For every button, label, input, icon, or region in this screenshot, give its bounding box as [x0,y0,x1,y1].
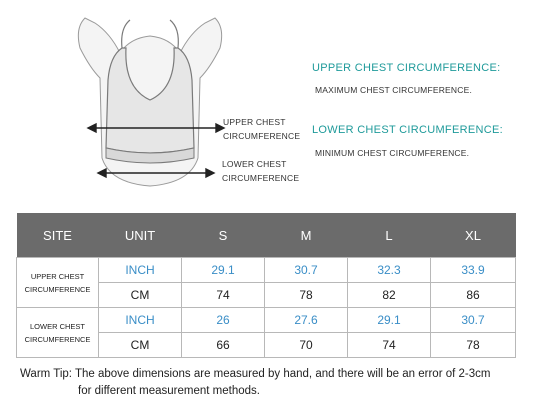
lower-chest-label: LOWER CHEST CIRCUMFERENCE [222,159,300,183]
value-cell: 26 [182,308,265,333]
upper-chest-definition-title: UPPER CHEST CIRCUMFERENCE: [312,62,501,74]
value-cell: 27.6 [265,308,348,333]
value-cell: 29.1 [182,258,265,283]
value-cell: 30.7 [431,308,516,333]
header-unit: UNIT [99,213,182,258]
warm-tip [20,366,520,400]
warm-tip-line1: Warm Tip: The above dimensions are measured by hand, and there will be an error of 2-3cm [20,368,491,380]
header-site: SITE [17,213,99,258]
value-cell: 82 [348,283,431,308]
header-size-xl: XL [431,213,516,258]
unit-cell: INCH [99,258,182,283]
lower-chest-definition-desc: MINIMUM CHEST CIRCUMFERENCE. [315,148,470,158]
value-cell: 33.9 [431,258,516,283]
value-cell: 70 [265,333,348,358]
upper-chest-label: UPPER CHEST CIRCUMFERENCE [223,117,301,141]
value-cell: 66 [182,333,265,358]
size-chart-table [16,213,516,358]
value-cell: 74 [182,283,265,308]
header-size-s: S [182,213,265,258]
value-cell: 74 [348,333,431,358]
lower-chest-definition-title: LOWER CHEST CIRCUMFERENCE: [312,124,503,136]
value-cell: 32.3 [348,258,431,283]
value-cell: 78 [265,283,348,308]
site-lower-chest: LOWER CHEST CIRCUMFERENCE [17,308,99,358]
warm-tip-line2: for different measurement methods. [78,385,260,397]
table-row [17,308,516,333]
table-row [17,258,516,283]
value-cell: 86 [431,283,516,308]
value-cell: 78 [431,333,516,358]
upper-chest-definition-desc: MAXIMUM CHEST CIRCUMFERENCE. [315,85,473,95]
header-size-m: M [265,213,348,258]
value-cell: 29.1 [348,308,431,333]
table-header-row [17,213,516,258]
sports-bra-illustration [60,8,240,198]
unit-cell: INCH [99,308,182,333]
unit-cell: CM [99,283,182,308]
site-upper-chest: UPPER CHEST CIRCUMFERENCE [17,258,99,308]
header-size-l: L [348,213,431,258]
unit-cell: CM [99,333,182,358]
value-cell: 30.7 [265,258,348,283]
